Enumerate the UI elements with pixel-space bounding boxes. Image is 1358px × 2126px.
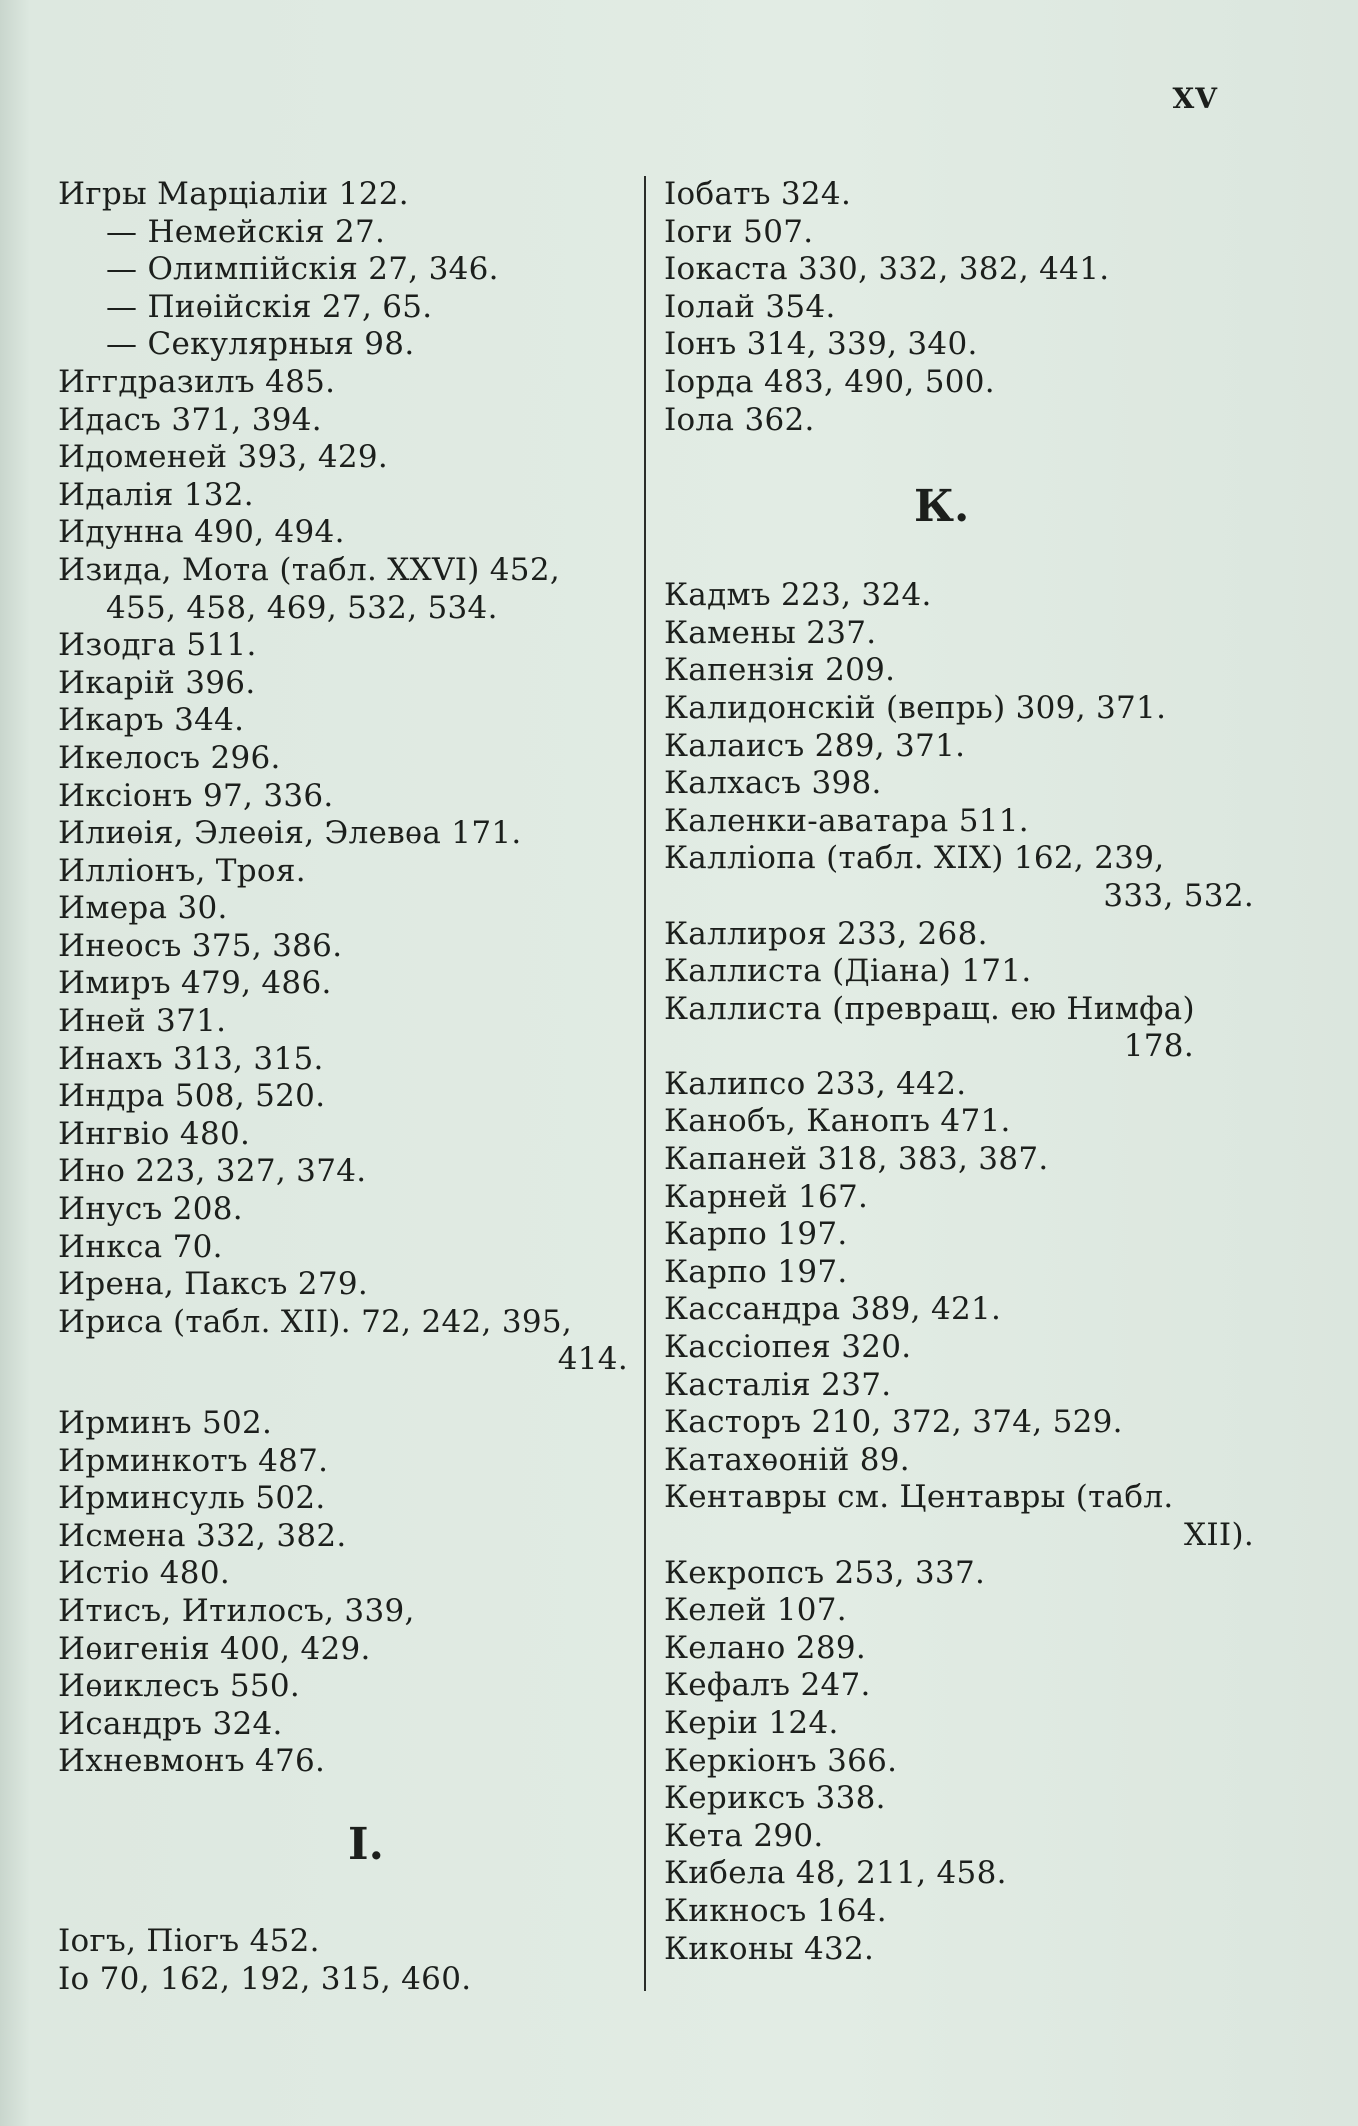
index-entry: [664, 1893, 1264, 1931]
entry-text: Итисъ, Итилосъ, 339,: [58, 1592, 415, 1629]
entry-text: Кентавры см. Центавры (табл.: [664, 1479, 1174, 1516]
index-entry: [664, 1291, 1264, 1329]
index-entry: [664, 1141, 1264, 1179]
index-entry: [664, 1705, 1264, 1743]
index-entry: [58, 665, 638, 703]
index-entry: [664, 1329, 1264, 1367]
entry-text: Калипсо 233, 442.: [664, 1065, 967, 1102]
entry-text: Киконы 432.: [664, 1930, 875, 1967]
entry-text: Керкіонъ 366.: [664, 1742, 898, 1779]
index-entry: [58, 890, 638, 928]
index-entry: [664, 326, 1264, 364]
entry-text: Исмена 332, 382.: [58, 1517, 347, 1554]
entry-text: Инахъ 313, 315.: [58, 1040, 324, 1077]
entry-text: Келано 289.: [664, 1629, 867, 1666]
entry-text: Каллиста (Діана) 171.: [664, 953, 1032, 990]
entry-text: Идунна 490, 494.: [58, 514, 345, 551]
entry-text: Келей 107.: [664, 1592, 847, 1629]
entry-text: Кекропсъ 253, 337.: [664, 1554, 986, 1591]
index-entry: [58, 1229, 638, 1267]
entry-text: Карпо 197.: [664, 1253, 848, 1290]
entry-text: Канобъ, Канопъ 471.: [664, 1103, 1011, 1140]
index-entry: [664, 251, 1264, 289]
index-entry: [58, 853, 638, 891]
entry-text: Инкса 70.: [58, 1228, 223, 1265]
column-divider: [644, 176, 646, 1991]
index-entry: [58, 1443, 638, 1481]
entry-text: Калаисъ 289, 371.: [664, 727, 966, 764]
index-entry: [664, 1404, 1264, 1442]
index-entry: [58, 1555, 638, 1593]
entry-text: Іоги 507.: [664, 213, 814, 250]
section-letter-k: К.: [914, 481, 970, 533]
entry-text: Изодга 511.: [58, 627, 257, 664]
entry-text: Иксіонъ 97, 336.: [58, 777, 334, 814]
index-entry: [664, 1855, 1264, 1893]
entry-text: Кассандра 389, 421.: [664, 1291, 1002, 1328]
entry-continuation: 414.: [557, 1341, 628, 1378]
index-entry: [664, 1630, 1264, 1668]
entry-text: — Пиѳійскія 27, 65.: [106, 288, 433, 325]
entry-text: Идоменей 393, 429.: [58, 439, 389, 476]
entry-text: Карпо 197.: [664, 1216, 848, 1253]
entry-text: Іолай 354.: [664, 288, 836, 325]
entry-text: Инусъ 208.: [58, 1191, 243, 1228]
index-entry: [664, 803, 1264, 841]
index-entry: [664, 1592, 1264, 1630]
index-entry: [664, 1555, 1264, 1593]
entry-text: Икаръ 344.: [58, 702, 245, 739]
entry-text: Іонъ 314, 339, 340.: [664, 326, 978, 363]
entry-text: Іорда 483, 490, 500.: [664, 363, 995, 400]
entry-text: Калхасъ 398.: [664, 765, 882, 802]
entry-text: Идасъ 371, 394.: [58, 401, 322, 438]
entry-text: Кериксъ 338.: [664, 1780, 886, 1817]
index-entry: [664, 1667, 1264, 1705]
right-entries-a: [664, 176, 1264, 439]
index-entry: [664, 1931, 1264, 1969]
index-entry: [58, 965, 638, 1003]
index-entry: [664, 1479, 1264, 1554]
entry-text: Капензія 209.: [664, 652, 896, 689]
index-entry: [664, 364, 1264, 402]
right-column: [664, 176, 1264, 1968]
index-entry: [58, 1116, 638, 1154]
index-entry: [58, 1304, 638, 1379]
entry-text: Иней 371.: [58, 1003, 227, 1040]
index-entry: [58, 1191, 638, 1229]
index-entry: [58, 1041, 638, 1079]
entry-text: — Секулярныя 98.: [106, 326, 415, 363]
entry-text: Исандръ 324.: [58, 1705, 283, 1742]
entry-text: Игры Марціаліи 122.: [58, 176, 409, 212]
entry-text: Икелосъ 296.: [58, 739, 281, 776]
index-entry: [58, 702, 638, 740]
entry-text: Изида, Мота (табл. XXVI) 452,: [58, 551, 561, 588]
entry-text: Іокаста 330, 332, 382, 441.: [664, 251, 1110, 288]
index-entry: [58, 1593, 638, 1631]
entry-text: Касторъ 210, 372, 374, 529.: [664, 1404, 1123, 1441]
index-entry: [664, 402, 1264, 440]
entry-text: Ихневмонъ 476.: [58, 1743, 326, 1780]
index-entry: [58, 1003, 638, 1041]
index-entry: [58, 1923, 638, 1961]
index-entry: [58, 402, 638, 440]
index-entry: [58, 214, 638, 252]
entry-text: Идалія 132.: [58, 476, 254, 513]
index-entry: [664, 289, 1264, 327]
index-entry: [58, 1153, 638, 1191]
index-entry: [664, 176, 1264, 214]
entry-continuation: 178.: [1123, 1028, 1194, 1065]
index-entry: [664, 916, 1264, 954]
entry-text: Инеосъ 375, 386.: [58, 927, 343, 964]
index-entry: [664, 690, 1264, 728]
index-entry: [664, 1818, 1264, 1856]
index-entry: [664, 1254, 1264, 1292]
entry-text: Иѳигенія 400, 429.: [58, 1630, 371, 1667]
index-entry: [58, 627, 638, 665]
index-entry: [58, 1706, 638, 1744]
entry-text: Касталія 237.: [664, 1366, 892, 1403]
index-entry: [58, 176, 638, 214]
index-entry: [664, 214, 1264, 252]
left-column: [58, 176, 638, 1998]
entry-text: Икарій 396.: [58, 664, 256, 701]
index-entry: [664, 765, 1264, 803]
index-entry: [58, 815, 638, 853]
index-entry: [58, 439, 638, 477]
left-entries-b: [58, 1405, 638, 1781]
index-entry: [664, 577, 1264, 615]
index-entry: [664, 991, 1264, 1066]
index-entry: [58, 326, 638, 364]
index-entry: [58, 1078, 638, 1116]
entry-text: Капаней 318, 383, 387.: [664, 1141, 1049, 1178]
index-entry: [664, 728, 1264, 766]
entry-text: — Немейскія 27.: [106, 213, 386, 250]
entry-continuation: XII).: [1183, 1517, 1254, 1553]
entry-continuation: 455, 458, 469, 532, 534.: [106, 589, 498, 626]
entry-text: Іола 362.: [664, 401, 815, 438]
entry-text: Кикносъ 164.: [664, 1892, 887, 1929]
entry-text: Іобатъ 324.: [664, 176, 852, 212]
entry-text: Кета 290.: [664, 1817, 824, 1854]
index-entry: [664, 615, 1264, 653]
entry-text: Каллiопа (табл. XIX) 162, 239,: [664, 840, 1165, 877]
index-entry: [58, 1405, 638, 1443]
index-entry: [58, 289, 638, 327]
entry-text: Керіи 124.: [664, 1704, 839, 1741]
index-entry: [664, 1066, 1264, 1104]
index-entry: [664, 840, 1264, 915]
entry-text: Ингвіо 480.: [58, 1115, 251, 1152]
entry-text: Ирминъ 502.: [58, 1405, 273, 1441]
index-entry: [664, 1442, 1264, 1480]
entry-text: Кадмъ 223, 324.: [664, 577, 932, 614]
entry-text: Ириса (табл. XII). 72, 242, 395,: [58, 1303, 573, 1340]
entry-text: Каллироя 233, 268.: [664, 915, 988, 952]
page-number: XV: [1172, 82, 1218, 115]
entry-text: Іогъ, Піогъ 452.: [58, 1922, 320, 1959]
left-entries-a: [58, 176, 638, 1379]
entry-text: Кассіопея 320.: [664, 1329, 912, 1366]
index-entry: [58, 1631, 638, 1669]
entry-text: Каленки-аватара 511.: [664, 802, 1029, 839]
index-entry: [58, 1266, 638, 1304]
index-entry: [664, 1743, 1264, 1781]
entry-continuation: 333, 532.: [1103, 877, 1254, 914]
index-entry: [58, 928, 638, 966]
index-entry: [664, 1103, 1264, 1141]
section-letter-i: I.: [348, 1818, 384, 1870]
entry-text: Ирминсуль 502.: [58, 1480, 326, 1517]
entry-text: Іо 70, 162, 192, 315, 460.: [58, 1960, 472, 1997]
index-entry: [58, 552, 638, 627]
entry-text: Илліонъ, Троя.: [58, 852, 306, 889]
entry-text: Кефалъ 247.: [664, 1667, 871, 1704]
entry-text: Калидонскій (вепрь) 309, 371.: [664, 689, 1167, 726]
left-entries-c: [58, 1923, 638, 1998]
entry-text: — Олимпійскія 27, 346.: [106, 251, 499, 288]
entry-text: Иггдразилъ 485.: [58, 363, 336, 400]
index-entry: [664, 1216, 1264, 1254]
entry-text: Истіо 480.: [58, 1555, 231, 1592]
index-entry: [664, 652, 1264, 690]
index-entry: [58, 778, 638, 816]
index-entry: [664, 1780, 1264, 1818]
index-entry: [664, 953, 1264, 991]
entry-text: Индра 508, 520.: [58, 1078, 326, 1115]
entry-text: Кибела 48, 211, 458.: [664, 1855, 1007, 1892]
index-entry: [664, 1179, 1264, 1217]
index-entry: [58, 1961, 638, 1999]
entry-text: Каллиста (превращ. ею Нимфа): [664, 990, 1195, 1027]
index-entry: [58, 1743, 638, 1781]
entry-text: Карней 167.: [664, 1178, 869, 1215]
index-entry: [58, 1518, 638, 1556]
entry-text: Ирминкотъ 487.: [58, 1442, 329, 1479]
index-entry: [58, 740, 638, 778]
entry-text: Катахѳоній 89.: [664, 1441, 910, 1478]
entry-text: Илиѳія, Элеѳія, Элевѳа 171.: [58, 815, 522, 852]
entry-text: Иѳиклесъ 550.: [58, 1668, 301, 1705]
entry-text: Камены 237.: [664, 614, 877, 651]
entry-text: Ино 223, 327, 374.: [58, 1153, 367, 1190]
index-entry: [58, 1668, 638, 1706]
index-entry: [58, 514, 638, 552]
index-entry: [58, 364, 638, 402]
entry-text: Имиръ 479, 486.: [58, 965, 332, 1002]
index-entry: [58, 251, 638, 289]
index-entry: [58, 477, 638, 515]
index-entry: [664, 1367, 1264, 1405]
right-entries-b: [664, 577, 1264, 1968]
entry-text: Имера 30.: [58, 890, 228, 927]
entry-text: Ирена, Паксъ 279.: [58, 1266, 369, 1303]
index-entry: [58, 1480, 638, 1518]
